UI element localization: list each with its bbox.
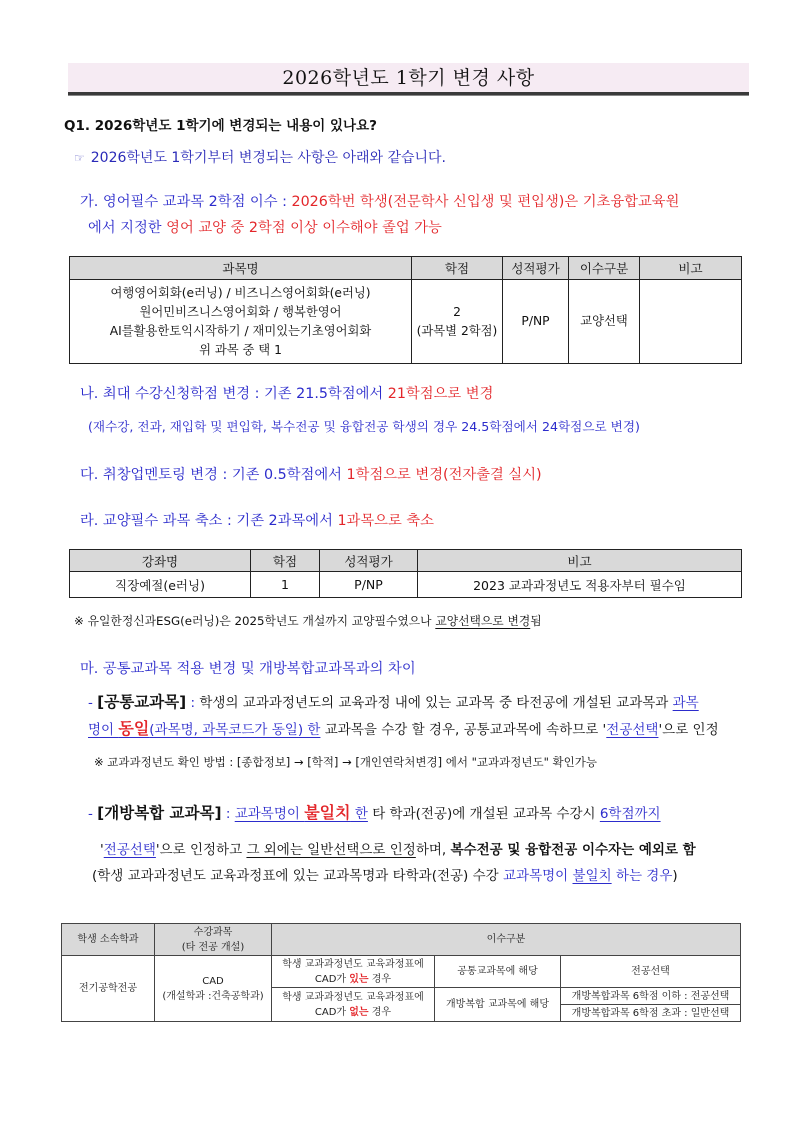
grading-cell: P/NP — [320, 572, 418, 598]
open-course-line3 — [92, 864, 678, 884]
common-course-underlined1: 과목 — [672, 695, 699, 711]
case2-result2-cell: 개방복합과목 6학점 초과 : 일반선택 — [561, 1005, 741, 1022]
condition-line: 학생 교과과정년도 교육과정표에 — [282, 958, 424, 970]
col-header-remark: 비고 — [418, 550, 742, 572]
col-header-credit: 학점 — [251, 550, 320, 572]
section-ra-line — [80, 510, 434, 530]
course-line: 위 과목 중 택 1 — [199, 342, 282, 357]
open-course-underlined1 — [234, 803, 368, 822]
col-header-course: 과목명 — [70, 257, 412, 280]
col-header-course — [155, 924, 272, 956]
underlined-text: (과목명, 과목코드가 동일) 한 — [149, 722, 321, 738]
department-cell: 전기공학전공 — [62, 956, 155, 1022]
open-course-6credit: 6학점까지 — [599, 806, 661, 822]
section-na-prefix: 나. 최대 수강신청학점 변경 : 기존 21.5학점에서 — [80, 386, 388, 402]
col-header-department: 학생 소속학과 — [62, 924, 155, 956]
esg-note-suffix: 됨 — [530, 614, 542, 628]
category-cell: 교양선택 — [569, 280, 640, 364]
colon: : — [221, 806, 235, 822]
header-line: 수강과목 — [193, 926, 233, 938]
section-da-highlight: 1학점으로 변경(전자출결 실시) — [346, 467, 542, 483]
course-line: 여행영어회화(e러닝) / 비즈니스영어회화(e러닝) — [110, 285, 371, 300]
section-ga-line2 — [88, 217, 442, 237]
common-course-line2 — [88, 716, 719, 739]
remark-cell — [640, 280, 742, 364]
course-line: AI를활용한토익시작하기 / 재미있는기초영어회화 — [109, 323, 372, 338]
case2-type-cell: 개방복합 교과목에 해당 — [435, 988, 561, 1022]
underlined-text: 한 — [350, 806, 368, 822]
open-course-line1 — [88, 800, 661, 823]
credit-note: (과목별 2학점) — [416, 323, 498, 338]
case1-condition-cell — [272, 956, 435, 988]
course-name: CAD — [202, 975, 224, 987]
table-row — [70, 280, 742, 364]
credit-value: 2 — [453, 304, 461, 319]
colon: : — [186, 695, 200, 711]
col-header-classification: 이수구분 — [272, 924, 741, 956]
case2-result1-cell: 개방복합과목 6학점 이하 : 전공선택 — [561, 988, 741, 1005]
major-elective-highlight: 전공선택 — [606, 722, 659, 738]
common-course-line1 — [88, 690, 699, 712]
page-title: 2026학년도 1학기 변경 사항 — [282, 67, 535, 89]
section-da-prefix: 다. 취창업멘토링 변경 : 기존 0.5학점에서 — [80, 467, 347, 483]
section-na-line — [80, 383, 493, 403]
text: CAD가 — [314, 1006, 350, 1018]
mismatch-text: 교과목명이 — [503, 868, 573, 884]
course-dept-note: (개설학과 :건축공학과) — [162, 990, 264, 1002]
intro-text: 2026학년도 1학기부터 변경되는 사항은 아래와 같습니다. — [90, 150, 447, 166]
case1-type-cell: 공통교과목에 해당 — [435, 956, 561, 988]
paren-close: ) — [672, 868, 678, 884]
required-course-table — [69, 549, 742, 598]
common-course-underlined2 — [88, 719, 321, 738]
exception-note: 복수전공 및 융합전공 이수자는 예외로 함 — [450, 842, 696, 858]
col-header-remark: 비고 — [640, 257, 742, 280]
table-row — [70, 572, 742, 598]
table-row — [62, 956, 741, 988]
section-ga-line1 — [80, 191, 679, 211]
col-header-category: 이수구분 — [569, 257, 640, 280]
section-ra-prefix: 라. 교양필수 과목 축소 : 기존 2과목에서 — [80, 513, 338, 529]
intro-line — [74, 147, 446, 167]
esg-note — [74, 612, 542, 629]
grading-cell: P/NP — [503, 280, 569, 364]
underlined-text: 교과목명이 — [234, 806, 305, 822]
open-course-line2 — [100, 838, 696, 858]
credit-cell: 1 — [251, 572, 320, 598]
bullet-dash: - — [88, 695, 93, 711]
exists-highlight: 있는 — [349, 973, 369, 985]
section-ra-highlight: 1과목으로 축소 — [337, 513, 434, 529]
col-header-lecture: 강좌명 — [70, 550, 251, 572]
course-list-cell — [70, 280, 412, 364]
col-header-grading: 성적평가 — [503, 257, 569, 280]
course-line: 원어민비즈니스영어회화 / 행복한영어 — [139, 304, 342, 319]
mismatch-text: 하는 경우 — [611, 868, 673, 884]
pointing-hand-icon: ☞ — [74, 151, 85, 165]
open-course-text1: 타 학과(전공)에 개설된 교과목 수강시 — [367, 806, 600, 822]
text: CAD가 — [314, 973, 350, 985]
question-heading: Q1. 2026학년도 1학기에 변경되는 내용이 있나요? — [64, 118, 377, 134]
section-ga-mid: (전문학사 신입생 및 편입생)은 기초융합교육원 — [387, 194, 680, 210]
same-highlight: 동일 — [118, 719, 150, 738]
common-course-text2: 교과목을 수강 할 경우, 공통교과목에 속하므로 ' — [320, 722, 607, 738]
col-header-credit: 학점 — [412, 257, 503, 280]
section-ma-heading: 마. 공통교과목 적용 변경 및 개방복합교과목과의 차이 — [80, 661, 416, 677]
esg-note-prefix: ※ 유일한정신과ESG(e러닝)은 2025학년도 개설까지 교양필수였으나 — [74, 614, 436, 628]
major-elective-highlight: 전공선택 — [103, 842, 156, 858]
section-da-line — [80, 464, 542, 484]
course-cell — [155, 956, 272, 1022]
english-course-table — [69, 256, 742, 364]
condition-line — [272, 972, 434, 987]
case1-result-cell: 전공선택 — [561, 956, 741, 988]
underlined-text: 명이 — [88, 722, 119, 738]
common-course-text3: '으로 인정 — [658, 722, 719, 738]
page-title-bar — [68, 63, 749, 95]
section-ga-highlight2: 영어 교양 중 2학점 이상 이수해야 졸업 가능 — [166, 220, 442, 236]
section-ga-highlight1: 2026학번 학생 — [291, 194, 388, 210]
open-course-text2: '으로 인정하고 — [155, 842, 247, 858]
common-course-label: [공통교과목] — [97, 693, 187, 711]
classification-example-table — [61, 923, 741, 1022]
common-course-text1: 학생의 교과과정년도의 교육과정 내에 있는 교과목 중 타전공에 개설된 교과목과 — [199, 695, 673, 711]
open-course-label: [개방복합 교과목] — [97, 804, 222, 822]
section-na-subnote: (재수강, 전과, 재입학 및 편입학, 복수전공 및 융합전공 학생의 경우 24.5학점에서 24학점으로 변경) — [88, 419, 640, 434]
esg-note-underlined: 교양선택으로 변경 — [435, 614, 531, 628]
section-ga-line2-prefix: 에서 지정한 — [88, 220, 167, 236]
condition-line: 학생 교과과정년도 교육과정표에 — [282, 991, 424, 1003]
general-elective-underlined: 그 외에는 일반선택으로 인정 — [246, 842, 416, 858]
quote: ' — [100, 842, 104, 858]
credit-cell — [412, 280, 503, 364]
text: 경우 — [368, 973, 392, 985]
case2-condition-cell — [272, 988, 435, 1022]
not-exists-highlight: 없는 — [349, 1006, 369, 1018]
open-course-text4: (학생 교과과정년도 교육과정표에 있는 교과목명과 타학과(전공) 수강 — [92, 868, 503, 884]
section-na-highlight: 21학점으로 변경 — [387, 386, 494, 402]
lecture-cell: 직장예절(e러닝) — [70, 572, 251, 598]
mismatch-underlined: 불일치 — [572, 868, 612, 884]
text: 경우 — [368, 1006, 392, 1018]
open-course-text3: 하며, — [415, 842, 451, 858]
bullet-dash: - — [88, 806, 93, 822]
condition-line — [272, 1005, 434, 1020]
mismatch-highlight: 불일치 — [304, 803, 351, 822]
remark-cell: 2023 교과과정년도 적용자부터 필수임 — [418, 572, 742, 598]
curriculum-year-check-note: ※ 교과과정년도 확인 방법 : [종합정보] → [학적] → [개인연락처변경] 에서 "교과과정년도" 확인가능 — [94, 755, 597, 769]
col-header-grading: 성적평가 — [320, 550, 418, 572]
section-ga-prefix: 가. 영어필수 교과목 2학점 이수 : — [80, 194, 292, 210]
header-line: (타 전공 개설) — [181, 941, 245, 953]
